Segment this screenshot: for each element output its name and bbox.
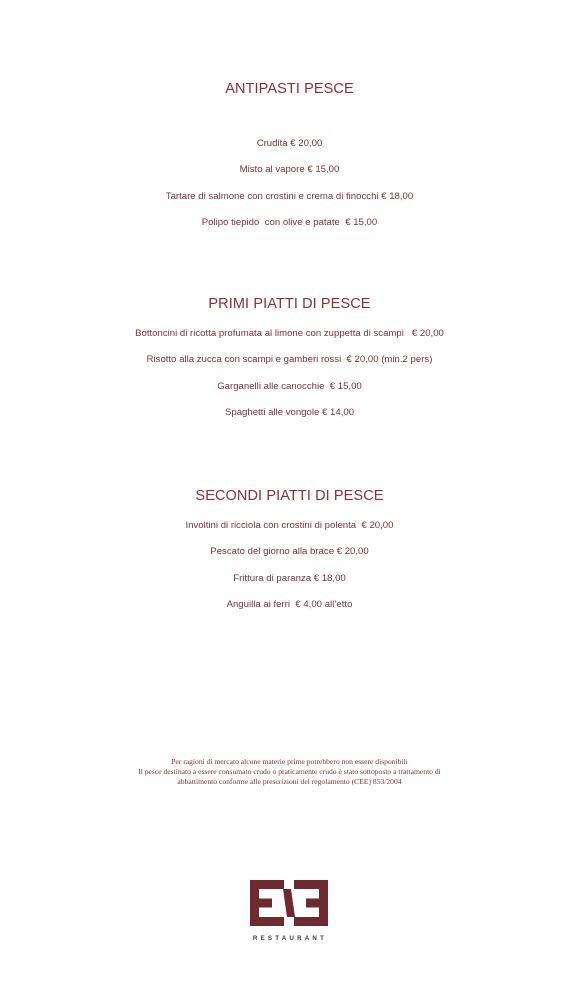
restaurant-logo [250,880,330,946]
menu-item: Polipo tiepido con olive e patate € 15,00 [201,216,378,228]
menu-item: Involtini di ricciola con crostini di polenta € 20,00 [185,520,394,531]
antipasti-title: ANTIPASTI PESCE [225,81,354,97]
menu-item: Misto al vapore € 15,00 [239,164,340,176]
secondi-title: SECONDI PIATTI DI PESCE [195,488,384,504]
legal-note-line: abbattimento conforme alle prescrizioni del regolamento (CEE) 853/2004 [177,776,402,786]
menu-item: Frittura di paranza € 18,00 [233,572,346,584]
antipasti-section [0,79,579,242]
menu-item: Spaghetti alle vongole € 14,00 [224,406,355,418]
antipasti-list [0,137,579,242]
legal-note-line: Il pesce destinato a essere consumato crudo o praticamente crudo è stato sottoposto a trattamento di [138,766,441,776]
menu-item: Bottoncini di ricotta profumata al limone con zuppetta di scampi € 20,00 [135,328,444,339]
menu-item: Crudità € 20,00 [256,138,323,149]
primi-list [0,327,579,432]
menu-item: Garganelli alle canocchie € 15,00 [217,380,362,392]
legal-note-line: Per ragioni di mercato alcune materie prime potrebbero non essere disponibili [171,757,408,766]
secondi-list [0,519,579,624]
primi-section [0,294,579,432]
legal-note [0,757,579,786]
ee-logo-icon [250,880,328,926]
primi-title: PRIMI PIATTI DI PESCE [208,296,371,312]
logo-wordmark: RESTAURANT [252,935,328,942]
menu-item: Risotto alla zucca con scampi e gamberi rossi € 20,00 (min.2 pers) [146,354,433,366]
menu-item: Pescato del giorno alla brace € 20,00 [210,546,369,558]
menu-item: Anguilla ai ferri € 4,00 all’etto [226,598,353,610]
menu-item: Tartare di salmone con crostini e crema di finocchi € 18,00 [165,190,414,202]
secondi-section [0,486,579,624]
